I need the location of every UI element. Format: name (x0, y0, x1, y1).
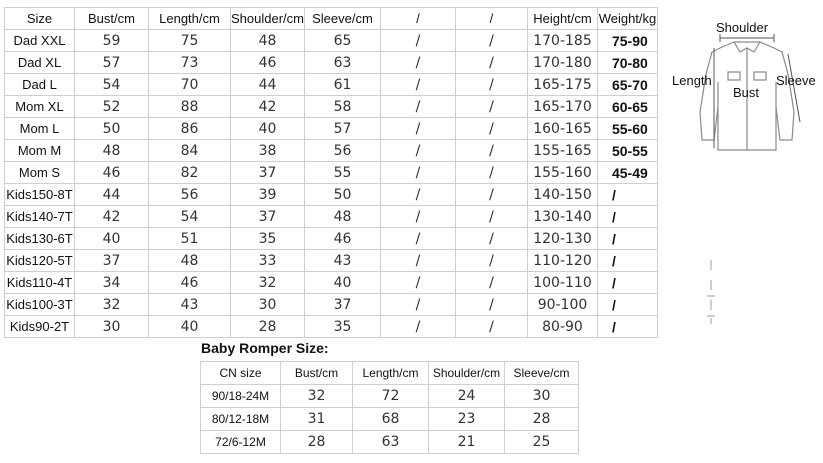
romper-header-shoulder: Shoulder/cm (429, 362, 505, 385)
cell-size: Kids130-6T (5, 228, 75, 250)
cell-weight: / (597, 294, 657, 316)
cell-height: 165-175 (527, 74, 597, 96)
header-weight: Weight/kg (597, 8, 657, 30)
cell-weight: 65-70 (597, 74, 657, 96)
size-chart-row (5, 184, 658, 206)
cell-sleeve: 40 (304, 272, 380, 294)
cell-sleeve: 65 (304, 30, 380, 52)
cell-height: 120-130 (527, 228, 597, 250)
cell-sleeve: 58 (304, 96, 380, 118)
cell-size: Kids100-3T (5, 294, 75, 316)
diagram-label-shoulder: Shoulder (716, 20, 769, 35)
romper-header-sleeve: Sleeve/cm (505, 362, 579, 385)
cell-bust: 57 (75, 52, 149, 74)
size-chart-row (5, 118, 658, 140)
cell-sleeve: 43 (304, 250, 380, 272)
cell-size: Kids150-8T (5, 184, 75, 206)
romper-cell-bust: 32 (281, 385, 353, 408)
cell-blank-2: / (455, 74, 527, 96)
cell-shoulder: 32 (231, 272, 305, 294)
cell-length: 56 (149, 184, 231, 206)
cell-blank-2: / (455, 250, 527, 272)
cell-size: Kids110-4T (5, 272, 75, 294)
cell-height: 80-90 (527, 316, 597, 338)
cell-shoulder: 39 (231, 184, 305, 206)
cell-height: 110-120 (527, 250, 597, 272)
romper-cell-cn-size: 80/12-18M (201, 408, 281, 431)
cell-blank-1: / (380, 52, 455, 74)
cell-size: Kids140-7T (5, 206, 75, 228)
cell-blank-2: / (455, 294, 527, 316)
cell-weight: / (597, 206, 657, 228)
cell-length: 84 (149, 140, 231, 162)
cell-weight: / (597, 184, 657, 206)
romper-cell-shoulder: 21 (429, 431, 505, 454)
cell-shoulder: 37 (231, 162, 305, 184)
cell-length: 86 (149, 118, 231, 140)
cell-weight: / (597, 316, 657, 338)
size-chart-row (5, 162, 658, 184)
diagram-label-length: Length (672, 73, 712, 88)
header-sleeve: Sleeve/cm (304, 8, 380, 30)
romper-header-cn-size: CN size (201, 362, 281, 385)
measurement-ruler-marks (703, 258, 723, 324)
cell-weight: 50-55 (597, 140, 657, 162)
romper-cell-bust: 31 (281, 408, 353, 431)
romper-cell-sleeve: 25 (505, 431, 579, 454)
cell-bust: 34 (75, 272, 149, 294)
romper-header-row (201, 362, 579, 385)
cell-bust: 59 (75, 30, 149, 52)
romper-cell-cn-size: 72/6-12M (201, 431, 281, 454)
cell-bust: 46 (75, 162, 149, 184)
cell-sleeve: 57 (304, 118, 380, 140)
cell-size: Mom L (5, 118, 75, 140)
romper-row (201, 385, 579, 408)
romper-cell-length: 63 (353, 431, 429, 454)
cell-length: 51 (149, 228, 231, 250)
size-chart-row (5, 96, 658, 118)
cell-sleeve: 46 (304, 228, 380, 250)
header-shoulder: Shoulder/cm (231, 8, 305, 30)
cell-weight: / (597, 272, 657, 294)
cell-shoulder: 37 (231, 206, 305, 228)
cell-blank-2: / (455, 162, 527, 184)
size-chart-row (5, 228, 658, 250)
size-chart-row (5, 272, 658, 294)
cell-sleeve: 61 (304, 74, 380, 96)
cell-shoulder: 46 (231, 52, 305, 74)
romper-size-table (200, 361, 579, 454)
cell-sleeve: 35 (304, 316, 380, 338)
cell-sleeve: 48 (304, 206, 380, 228)
cell-sleeve: 37 (304, 294, 380, 316)
header-size: Size (5, 8, 75, 30)
size-chart-table (4, 7, 658, 338)
cell-size: Mom S (5, 162, 75, 184)
cell-blank-1: / (380, 140, 455, 162)
cell-bust: 48 (75, 140, 149, 162)
size-chart-row (5, 294, 658, 316)
cell-length: 82 (149, 162, 231, 184)
cell-height: 90-100 (527, 294, 597, 316)
romper-cell-sleeve: 28 (505, 408, 579, 431)
cell-blank-2: / (455, 30, 527, 52)
romper-cell-length: 68 (353, 408, 429, 431)
romper-cell-shoulder: 23 (429, 408, 505, 431)
cell-blank-1: / (380, 272, 455, 294)
cell-blank-1: / (380, 74, 455, 96)
cell-blank-1: / (380, 316, 455, 338)
size-chart-header-row (5, 8, 658, 30)
romper-cell-shoulder: 24 (429, 385, 505, 408)
cell-blank-1: / (380, 206, 455, 228)
cell-bust: 52 (75, 96, 149, 118)
cell-size: Dad XL (5, 52, 75, 74)
cell-bust: 30 (75, 316, 149, 338)
size-chart-row (5, 250, 658, 272)
diagram-label-bust: Bust (733, 85, 760, 100)
cell-shoulder: 33 (231, 250, 305, 272)
cell-height: 170-180 (527, 52, 597, 74)
cell-shoulder: 40 (231, 118, 305, 140)
cell-height: 160-165 (527, 118, 597, 140)
cell-blank-2: / (455, 272, 527, 294)
cell-height: 165-170 (527, 96, 597, 118)
cell-blank-2: / (455, 140, 527, 162)
size-chart-row (5, 316, 658, 338)
cell-height: 155-165 (527, 140, 597, 162)
cell-blank-1: / (380, 228, 455, 250)
cell-bust: 50 (75, 118, 149, 140)
cell-blank-1: / (380, 250, 455, 272)
diagram-label-sleeve: Sleeve (776, 73, 816, 88)
cell-size: Dad L (5, 74, 75, 96)
header-blank-1: / (380, 8, 455, 30)
cell-bust: 44 (75, 184, 149, 206)
cell-shoulder: 38 (231, 140, 305, 162)
romper-row (201, 431, 579, 454)
size-chart-row (5, 140, 658, 162)
cell-weight: 75-90 (597, 30, 657, 52)
cell-height: 170-185 (527, 30, 597, 52)
cell-blank-1: / (380, 184, 455, 206)
cell-size: Kids120-5T (5, 250, 75, 272)
cell-blank-1: / (380, 30, 455, 52)
header-height: Height/cm (527, 8, 597, 30)
header-length: Length/cm (149, 8, 231, 30)
romper-cell-length: 72 (353, 385, 429, 408)
size-chart-row (5, 30, 658, 52)
cell-weight: / (597, 250, 657, 272)
cell-size: Kids90-2T (5, 316, 75, 338)
cell-sleeve: 56 (304, 140, 380, 162)
cell-shoulder: 28 (231, 316, 305, 338)
cell-weight: 45-49 (597, 162, 657, 184)
cell-size: Dad XXL (5, 30, 75, 52)
romper-size-title: Baby Romper Size: (201, 340, 329, 356)
cell-height: 130-140 (527, 206, 597, 228)
cell-sleeve: 50 (304, 184, 380, 206)
cell-length: 75 (149, 30, 231, 52)
cell-size: Mom XL (5, 96, 75, 118)
romper-header-bust: Bust/cm (281, 362, 353, 385)
header-blank-2: / (455, 8, 527, 30)
cell-weight: 55-60 (597, 118, 657, 140)
cell-height: 140-150 (527, 184, 597, 206)
cell-sleeve: 55 (304, 162, 380, 184)
cell-bust: 54 (75, 74, 149, 96)
cell-bust: 37 (75, 250, 149, 272)
cell-weight: 60-65 (597, 96, 657, 118)
romper-header-length: Length/cm (353, 362, 429, 385)
cell-shoulder: 48 (231, 30, 305, 52)
cell-length: 70 (149, 74, 231, 96)
cell-length: 46 (149, 272, 231, 294)
cell-weight: 70-80 (597, 52, 657, 74)
cell-blank-2: / (455, 228, 527, 250)
cell-length: 54 (149, 206, 231, 228)
cell-blank-2: / (455, 184, 527, 206)
cell-bust: 42 (75, 206, 149, 228)
romper-row (201, 408, 579, 431)
cell-shoulder: 30 (231, 294, 305, 316)
cell-length: 88 (149, 96, 231, 118)
cell-blank-1: / (380, 294, 455, 316)
size-chart-row (5, 52, 658, 74)
cell-length: 48 (149, 250, 231, 272)
cell-height: 155-160 (527, 162, 597, 184)
size-chart-row (5, 74, 658, 96)
cell-blank-2: / (455, 206, 527, 228)
romper-cell-bust: 28 (281, 431, 353, 454)
cell-size: Mom M (5, 140, 75, 162)
cell-blank-1: / (380, 162, 455, 184)
cell-height: 100-110 (527, 272, 597, 294)
cell-shoulder: 35 (231, 228, 305, 250)
romper-cell-cn-size: 90/18-24M (201, 385, 281, 408)
cell-bust: 40 (75, 228, 149, 250)
cell-shoulder: 42 (231, 96, 305, 118)
cell-bust: 32 (75, 294, 149, 316)
romper-cell-sleeve: 30 (505, 385, 579, 408)
cell-length: 40 (149, 316, 231, 338)
cell-blank-2: / (455, 96, 527, 118)
cell-blank-2: / (455, 52, 527, 74)
cell-shoulder: 44 (231, 74, 305, 96)
cell-blank-1: / (380, 118, 455, 140)
cell-blank-2: / (455, 118, 527, 140)
cell-length: 73 (149, 52, 231, 74)
cell-sleeve: 63 (304, 52, 380, 74)
cell-length: 43 (149, 294, 231, 316)
size-chart-row (5, 206, 658, 228)
header-bust: Bust/cm (75, 8, 149, 30)
cell-blank-2: / (455, 316, 527, 338)
shirt-measurement-diagram (672, 12, 822, 162)
cell-weight: / (597, 228, 657, 250)
cell-blank-1: / (380, 96, 455, 118)
